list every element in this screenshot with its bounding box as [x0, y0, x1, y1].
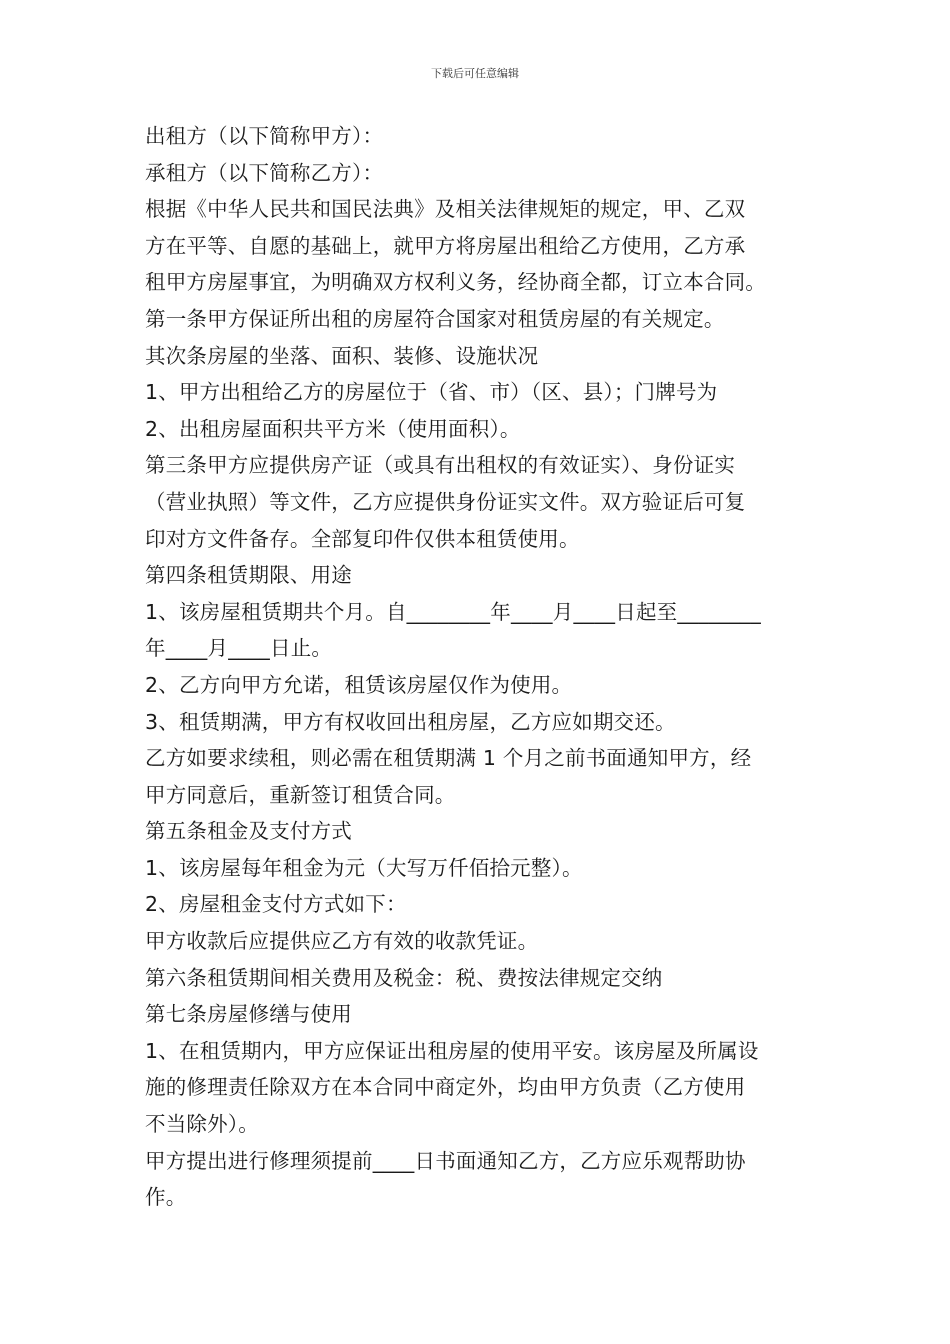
page-header: 下载后可任意编辑: [431, 67, 519, 80]
text-line: 租甲方房屋事宜，为明确双方权利义务，经协商全都，订立本合同。: [145, 270, 766, 295]
text-line: 3、租赁期满，甲方有权收回出租房屋，乙方应如期交还。: [145, 709, 676, 734]
text-line: 甲方同意后，重新签订租赁合同。: [145, 782, 456, 807]
text-line: （营业执照）等文件，乙方应提供身份证实文件。双方验证后可复: [145, 489, 746, 514]
document-body: [145, 118, 810, 1216]
text-line: 其次条房屋的坐落、面积、装修、设施状况: [145, 343, 539, 368]
text-line: 第五条租金及支付方式: [145, 819, 352, 844]
text-line: 1、在租赁期内，甲方应保证出租房屋的使用平安。该房屋及所属设: [145, 1038, 759, 1063]
text-line: 1、甲方出租给乙方的房屋位于（省、市）（区、县）；门牌号为: [145, 380, 718, 405]
text-line: 年____月____日止。: [145, 636, 333, 661]
text-line: 2、乙方向甲方允诺，租赁该房屋仅作为使用。: [145, 672, 573, 697]
text-line: 第六条租赁期间相关费用及税金：税、费按法律规定交纳: [145, 965, 663, 990]
text-line: 作。: [145, 1185, 187, 1210]
text-line: 2、房屋租金支付方式如下：: [145, 892, 407, 917]
text-line: 第七条房屋修缮与使用: [145, 1002, 352, 1027]
text-line: 方在平等、自愿的基础上，就甲方将房屋出租给乙方使用，乙方承: [145, 233, 746, 258]
text-line: 1、该房屋租赁期共个月。自________年____月____日起至________: [145, 599, 761, 624]
text-line: 承租方（以下简称乙方）：: [145, 160, 384, 185]
text-line: 甲方收款后应提供应乙方有效的收款凭证。: [145, 929, 539, 954]
text-line: 乙方如要求续租，则必需在租赁期满 1 个月之前书面通知甲方，经: [145, 746, 752, 771]
text-line: 施的修理责任除双方在本合同中商定外，均由甲方负责（乙方使用: [145, 1075, 746, 1100]
text-line: 出租方（以下简称甲方）：: [145, 124, 384, 148]
text-line: 第四条租赁期限、用途: [145, 563, 352, 588]
text-line: 第一条甲方保证所出租的房屋符合国家对租赁房屋的有关规定。: [145, 306, 725, 331]
text-line: 1、该房屋每年租金为元（大写万仟佰拾元整）。: [145, 855, 583, 880]
text-line: 根据《中华人民共和国民法典》及相关法律规矩的规定，甲、乙双: [145, 197, 746, 222]
text-line: 印对方文件备存。全部复印件仅供本租赁使用。: [145, 526, 580, 551]
text-line: 甲方提出进行修理须提前____日书面通知乙方，乙方应乐观帮助协: [145, 1148, 746, 1173]
text-line: 第三条甲方应提供房产证（或具有出租权的有效证实）、身份证实: [145, 453, 736, 478]
text-line: 2、出租房屋面积共平方米（使用面积）。: [145, 416, 521, 441]
text-line: 不当除外）。: [145, 1112, 259, 1137]
